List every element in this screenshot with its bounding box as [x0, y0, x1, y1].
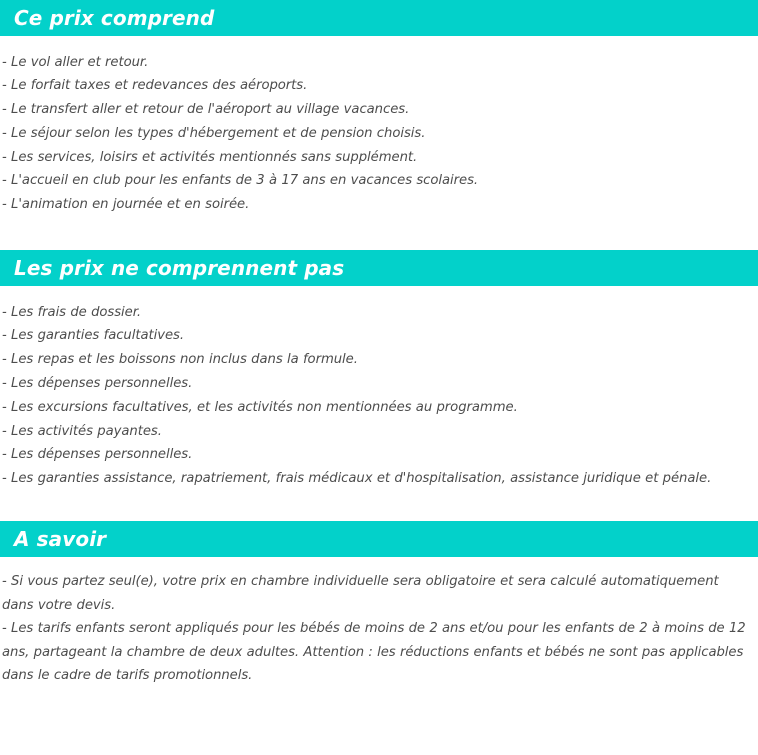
- list-item: - Si vous partez seul(e), votre prix en chambre individuelle sera obligatoire et sera calculé automatiquement dans votre devis.: [2, 573, 719, 613]
- list-item: - Les repas et les boissons non inclus dans la formule.: [2, 352, 358, 368]
- list-item: - Le séjour selon les types d'hébergement et de pension choisis.: [2, 125, 426, 141]
- section-body-good-to-know: [0, 557, 758, 688]
- section-header-good-to-know: A savoir: [0, 521, 758, 557]
- list-item: - Les garanties facultatives.: [2, 328, 185, 344]
- list-item: - Les activités payantes.: [2, 423, 162, 439]
- section-price-includes: [0, 0, 758, 217]
- list-item: - Le forfait taxes et redevances des aéroports.: [2, 78, 308, 94]
- section-price-excludes: [0, 250, 758, 491]
- list-item: - L'accueil en club pour les enfants de 3 à 17 ans en vacances scolaires.: [2, 173, 479, 189]
- section-spacer: [0, 491, 758, 521]
- section-body-price-excludes: [0, 286, 758, 491]
- list-item: - Les frais de dossier.: [2, 304, 142, 320]
- list-item: - L'animation en journée et en soirée.: [2, 197, 250, 213]
- list-item: - Le transfert aller et retour de l'aéroport au village vacances.: [2, 102, 410, 118]
- section-body-price-includes: [0, 36, 758, 217]
- list-item: - Les tarifs enfants seront appliqués pour les bébés de moins de 2 ans et/ou pour les enfants de 2 à moins de 12 ans, partageant la chambre de deux adultes. Attention : les réductions enfants et bébés ne sont pas applicables dans le cadre de tarifs promotionnels.: [2, 621, 746, 684]
- section-header-price-includes: Ce prix comprend: [0, 0, 758, 36]
- list-item: - Les dépenses personnelles.: [2, 375, 193, 391]
- section-header-price-excludes: Les prix ne comprennent pas: [0, 250, 758, 286]
- list-item: - Les services, loisirs et activités mentionnés sans supplément.: [2, 149, 418, 165]
- list-item: - Les excursions facultatives, et les activités non mentionnées au programme.: [2, 399, 518, 415]
- list-item: - Les dépenses personnelles.: [2, 447, 193, 463]
- section-spacer: [0, 217, 758, 250]
- list-item: - Les garanties assistance, rapatriement, frais médicaux et d'hospitalisation, assistance juridique et pénale.: [2, 471, 712, 487]
- section-good-to-know: [0, 521, 758, 688]
- list-item: - Le vol aller et retour.: [2, 54, 149, 70]
